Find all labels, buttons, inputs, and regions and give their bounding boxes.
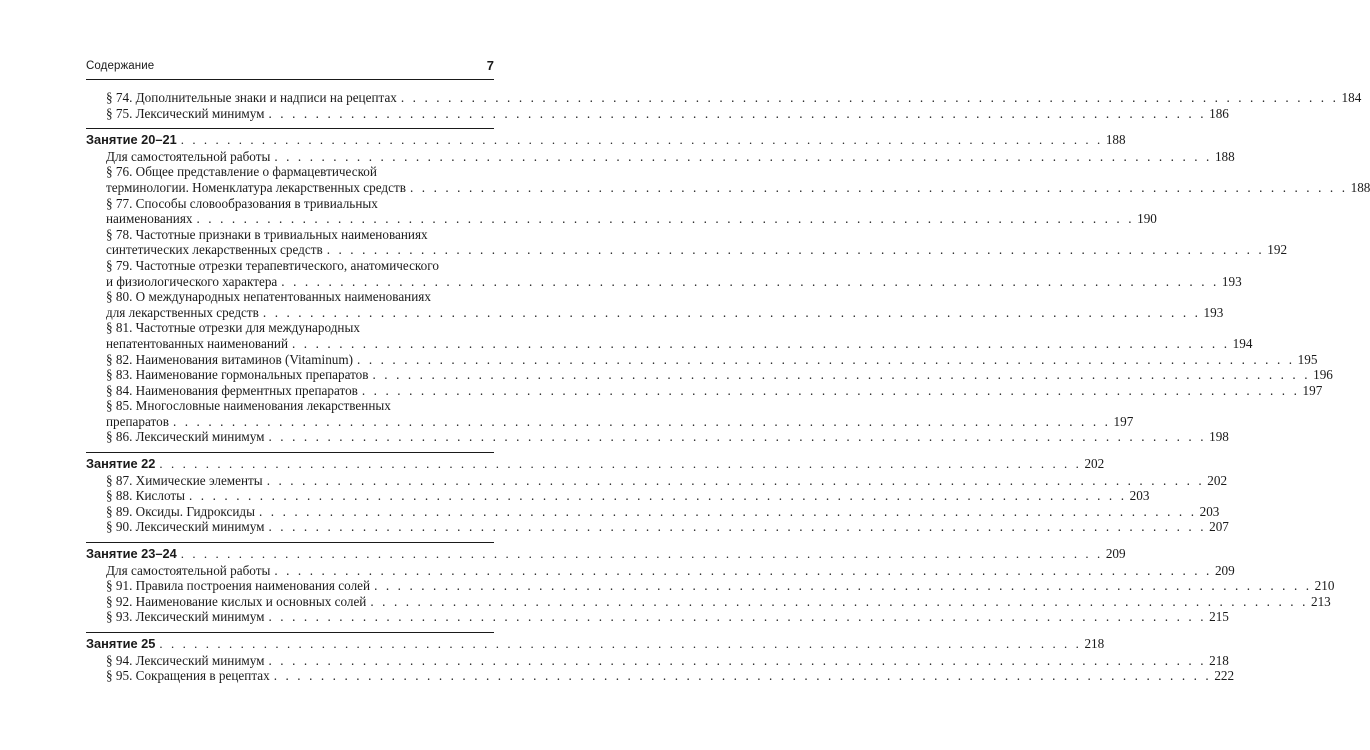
dot-leader: . . . . . . . . . . . . . . . . . . . . . . . . . . . . . . . . . . . . . . . . . . . . . . . . . . . . . . . . . . . . . . . . . . . . . . . . . . . . . . . . xyxy=(180,133,1103,148)
toc-entry-text: синтетических лекарственных средств xyxy=(106,242,323,258)
page-number: 7 xyxy=(486,58,494,73)
toc-entry[interactable] xyxy=(86,429,1229,445)
toc-entry-text: § 89. Оксиды. Гидроксиды xyxy=(106,503,255,519)
dot-leader: . . . . . . . . . . . . . . . . . . . . . . . . . . . . . . . . . . . . . . . . . . . . . . . . . . . . . . . . . . . . . . . . . . . . . . . . . . . . . . . . xyxy=(196,211,1135,227)
toc-page-number: 209 xyxy=(1214,562,1235,578)
toc-entry-text: § 79. Частотные отрезки терапевтического, анатомического xyxy=(106,257,439,273)
toc-page-number: 198 xyxy=(1209,429,1229,445)
toc-entry-text: § 91. Правила построения наименования солей xyxy=(106,578,371,594)
toc-entry-text: и физиологического характера xyxy=(106,273,278,289)
dot-leader: . . . . . . . . . . . . . . . . . . . . . . . . . . . . . . . . . . . . . . . . . . . . . . . . . . . . . . . . . . . . . . . . . . . . . . . . . . . . . . . . xyxy=(374,578,1312,594)
toc-page-number: 186 xyxy=(1209,105,1229,121)
toc-entry-text: § 80. О международных непатентованных наименованиях xyxy=(106,289,431,305)
toc-page-number: 188 xyxy=(1214,148,1235,164)
section-title: Содержание xyxy=(86,60,155,72)
dot-leader: . . . . . . . . . . . . . . . . . . . . . . . . . . . . . . . . . . . . . . . . . . . . . . . . . . . . . . . . . . . . . . . . . . . . . . . . . . . . . . . . xyxy=(258,503,1197,519)
dot-leader: . . . . . . . . . . . . . . . . . . . . . . . . . . . . . . . . . . . . . . . . . . . . . . . . . . . . . . . . . . . . . . . . . . . . . . . . . . . . . . . . xyxy=(189,488,1127,504)
toc-group xyxy=(86,632,1235,684)
toc-entry[interactable] xyxy=(86,351,1318,368)
dot-leader: . . . . . . . . . . . . . . . . . . . . . . . . . . . . . . . . . . . . . . . . . . . . . . . . . . . . . . . . . . . . . . . . . . . . . . . . . . . . . . . . xyxy=(266,472,1205,488)
toc-lesson-heading[interactable] xyxy=(86,636,1105,653)
toc-entry[interactable] xyxy=(86,609,1229,625)
toc-page-number: 202 xyxy=(1084,456,1105,472)
toc-entry-text: § 85. Многословные наименования лекарственных xyxy=(106,398,391,414)
dot-leader: . . . . . . . . . . . . . . . . . . . . . . . . . . . . . . . . . . . . . . . . . . . . . . . . . . . . . . . . . . . . . . . . . . . . . . . . . . . . . . . . xyxy=(400,90,1339,105)
toc-page-number: 188 xyxy=(1105,132,1126,148)
toc-entry-text: § 95. Сокращения в рецептах xyxy=(106,668,270,684)
toc-page-number: 213 xyxy=(1310,593,1331,609)
toc-page-number: 193 xyxy=(1203,304,1224,320)
dot-leader: . . . . . . . . . . . . . . . . . . . . . . . . . . . . . . . . . . . . . . . . . . . . . . . . . . . . . . . . . . . . . . . . . . . . . . . . . . . . . . . . xyxy=(274,562,1212,578)
toc-entry-text: § 78. Частотные признаки в тривиальных наименованиях xyxy=(106,226,428,242)
toc-entry-text: терминологии. Номенклатура лекарственных средств xyxy=(106,179,406,195)
table-of-contents xyxy=(86,90,1370,684)
toc-page-number: 209 xyxy=(1105,546,1126,562)
toc-entry[interactable] xyxy=(86,472,1228,489)
toc-entry-text: § 75. Лексический минимум xyxy=(106,105,265,121)
toc-entry[interactable] xyxy=(86,226,1288,258)
toc-entry-text: § 88. Кислоты xyxy=(106,488,186,504)
toc-entry[interactable] xyxy=(86,320,1253,351)
toc-entry-text: Занятие 25 xyxy=(86,636,156,651)
toc-entry[interactable] xyxy=(86,105,1229,122)
toc-entry-text: Для самостоятельной работы xyxy=(106,562,271,578)
toc-entry-text: § 84. Наименования ферментных препаратов xyxy=(106,382,358,398)
toc-entry[interactable] xyxy=(86,562,1235,579)
dot-leader: . . . . . . . . . . . . . . . . . . . . . . . . . . . . . . . . . . . . . . . . . . . . . . . . . . . . . . . . . . . . . . . . . . . . . . . . . . . . . . . . xyxy=(268,609,1207,625)
toc-entry-text: § 74. Дополнительные знаки и надписи на рецептах xyxy=(106,90,397,105)
toc-page-number: 188 xyxy=(1350,179,1370,195)
toc-entry[interactable] xyxy=(86,257,1242,289)
toc-page-number: 195 xyxy=(1297,351,1318,367)
dot-leader: . . . . . . . . . . . . . . . . . . . . . . . . . . . . . . . . . . . . . . . . . . . . . . . . . . . . . . . . . . . . . . . . . . . . . . . . . . . . . . . . xyxy=(357,351,1295,367)
dot-leader: . . . . . . . . . . . . . . . . . . . . . . . . . . . . . . . . . . . . . . . . . . . . . . . . . . . . . . . . . . . . . . . . . . . . . . . . . . . . . . . . xyxy=(370,593,1308,609)
running-header xyxy=(86,59,494,80)
toc-entry[interactable] xyxy=(86,90,1362,106)
toc-entry-text: § 76. Общее представление о фармацевтической xyxy=(106,164,377,180)
toc-entry-text: § 77. Способы словообразования в тривиальных xyxy=(106,195,378,211)
toc-page-number: 218 xyxy=(1084,636,1105,651)
toc-page-number: 190 xyxy=(1137,211,1157,227)
toc-entry[interactable] xyxy=(86,488,1150,504)
toc-entry-text: непатентованных наименований xyxy=(106,335,289,351)
toc-entry[interactable] xyxy=(86,668,1235,684)
dot-leader: . . . . . . . . . . . . . . . . . . . . . . . . . . . . . . . . . . . . . . . . . . . . . . . . . . . . . . . . . . . . . . . . . . . . . . . . . . . . . . . . xyxy=(326,242,1265,258)
toc-entry-text: § 81. Частотные отрезки для международных xyxy=(106,320,360,336)
toc-entry-text: § 90. Лексический минимум xyxy=(106,519,265,535)
toc-entry[interactable] xyxy=(86,652,1229,669)
dot-leader: . . . . . . . . . . . . . . . . . . . . . . . . . . . . . . . . . . . . . . . . . . . . . . . . . . . . . . . . . . . . . . . . . . . . . . . . . . . . . . . . xyxy=(268,105,1207,121)
toc-entry-text: § 92. Наименование кислых и основных солей xyxy=(106,593,367,609)
toc-entry[interactable] xyxy=(86,382,1323,399)
toc-entry[interactable] xyxy=(86,164,1370,195)
toc-entry-text: Занятие 23–24 xyxy=(86,546,177,562)
toc-entry-text: Занятие 22 xyxy=(86,456,156,472)
dot-leader: . . . . . . . . . . . . . . . . . . . . . . . . . . . . . . . . . . . . . . . . . . . . . . . . . . . . . . . . . . . . . . . . . . . . . . . . . . . . . . . . xyxy=(180,547,1103,562)
dot-leader: . . . . . . . . . . . . . . . . . . . . . . . . . . . . . . . . . . . . . . . . . . . . . . . . . . . . . . . . . . . . . . . . . . . . . . . . . . . . . . . . xyxy=(409,179,1348,195)
toc-entry-text: Занятие 20–21 xyxy=(86,132,177,148)
toc-page-number: 197 xyxy=(1113,413,1134,429)
toc-entry[interactable] xyxy=(86,398,1134,429)
toc-page-number: 207 xyxy=(1209,519,1229,535)
toc-page-number: 210 xyxy=(1314,578,1335,594)
dot-leader: . . . . . . . . . . . . . . . . . . . . . . . . . . . . . . . . . . . . . . . . . . . . . . . . . . . . . . . . . . . . . . . . . . . . . . . . . . . . . . . . xyxy=(268,429,1207,445)
dot-leader: . . . . . . . . . . . . . . . . . . . . . . . . . . . . . . . . . . . . . . . . . . . . . . . . . . . . . . . . . . . . . . . . . . . . . . . . . . . . . . . . xyxy=(273,668,1212,684)
toc-page-number: 197 xyxy=(1302,382,1323,398)
toc-entry-text: наименованиях xyxy=(106,211,193,227)
toc-page-number: 196 xyxy=(1313,367,1333,383)
toc-entry-text: § 82. Наименования витаминов (Vitaminum) xyxy=(106,351,354,367)
toc-entry[interactable] xyxy=(86,148,1235,165)
dot-leader: . . . . . . . . . . . . . . . . . . . . . . . . . . . . . . . . . . . . . . . . . . . . . . . . . . . . . . . . . . . . . . . . . . . . . . . . . . . . . . . . xyxy=(172,413,1111,429)
dot-leader: . . . . . . . . . . . . . . . . . . . . . . . . . . . . . . . . . . . . . . . . . . . . . . . . . . . . . . . . . . . . . . . . . . . . . . . . . . . . . . . . xyxy=(159,457,1082,472)
dot-leader: . . . . . . . . . . . . . . . . . . . . . . . . . . . . . . . . . . . . . . . . . . . . . . . . . . . . . . . . . . . . . . . . . . . . . . . . . . . . . . . . xyxy=(292,335,1230,351)
toc-entry[interactable] xyxy=(86,195,1157,227)
toc-entry-text: § 87. Химические элементы xyxy=(106,472,263,488)
toc-page-number: 215 xyxy=(1209,609,1229,625)
toc-page-number: 194 xyxy=(1232,335,1253,351)
toc-group xyxy=(86,128,1370,445)
toc-page-number: 203 xyxy=(1129,488,1150,504)
dot-leader: . . . . . . . . . . . . . . . . . . . . . . . . . . . . . . . . . . . . . . . . . . . . . . . . . . . . . . . . . . . . . . . . . . . . . . . . . . . . . . . . xyxy=(268,652,1207,668)
toc-group xyxy=(86,452,1229,535)
toc-entry-text: § 94. Лексический минимум xyxy=(106,652,265,668)
toc-entry[interactable] xyxy=(86,367,1333,383)
toc-entry-text: § 93. Лексический минимум xyxy=(106,609,265,625)
dot-leader: . . . . . . . . . . . . . . . . . . . . . . . . . . . . . . . . . . . . . . . . . . . . . . . . . . . . . . . . . . . . . . . . . . . . . . . . . . . . . . . . xyxy=(262,304,1201,320)
toc-page-number: 192 xyxy=(1267,242,1288,258)
toc-lesson-heading[interactable] xyxy=(86,132,1126,149)
dot-leader: . . . . . . . . . . . . . . . . . . . . . . . . . . . . . . . . . . . . . . . . . . . . . . . . . . . . . . . . . . . . . . . . . . . . . . . . . . . . . . . . xyxy=(159,637,1082,651)
toc-entry[interactable] xyxy=(86,289,1224,320)
toc-entry[interactable] xyxy=(86,503,1220,520)
toc-entry-text: Для самостоятельной работы xyxy=(106,148,271,164)
toc-group xyxy=(86,90,1362,121)
toc-page-number: 202 xyxy=(1207,472,1228,488)
toc-page-number: 184 xyxy=(1341,90,1362,105)
dot-leader: . . . . . . . . . . . . . . . . . . . . . . . . . . . . . . . . . . . . . . . . . . . . . . . . . . . . . . . . . . . . . . . . . . . . . . . . . . . . . . . . xyxy=(274,148,1212,164)
toc-entry[interactable] xyxy=(86,593,1331,610)
toc-lesson-heading[interactable] xyxy=(86,456,1105,473)
toc-entry-text: для лекарственных средств xyxy=(106,304,259,320)
dot-leader: . . . . . . . . . . . . . . . . . . . . . . . . . . . . . . . . . . . . . . . . . . . . . . . . . . . . . . . . . . . . . . . . . . . . . . . . . . . . . . . . xyxy=(361,382,1300,398)
toc-lesson-heading[interactable] xyxy=(86,546,1126,563)
toc-page-number: 222 xyxy=(1214,668,1235,684)
toc-entry-text: препаратов xyxy=(106,413,169,429)
toc-page-number: 203 xyxy=(1199,503,1220,519)
toc-entry[interactable] xyxy=(86,578,1335,594)
toc-entry-text: § 83. Наименование гормональных препаратов xyxy=(106,367,369,383)
toc-entry[interactable] xyxy=(86,519,1229,535)
toc-group xyxy=(86,542,1335,625)
dot-leader: . . . . . . . . . . . . . . . . . . . . . . . . . . . . . . . . . . . . . . . . . . . . . . . . . . . . . . . . . . . . . . . . . . . . . . . . . . . . . . . . xyxy=(372,367,1311,383)
toc-page-number: 193 xyxy=(1221,273,1242,289)
dot-leader: . . . . . . . . . . . . . . . . . . . . . . . . . . . . . . . . . . . . . . . . . . . . . . . . . . . . . . . . . . . . . . . . . . . . . . . . . . . . . . . . xyxy=(281,273,1219,289)
toc-entry-text: § 86. Лексический минимум xyxy=(106,429,265,445)
toc-page-number: 218 xyxy=(1209,652,1229,668)
dot-leader: . . . . . . . . . . . . . . . . . . . . . . . . . . . . . . . . . . . . . . . . . . . . . . . . . . . . . . . . . . . . . . . . . . . . . . . . . . . . . . . . xyxy=(268,519,1207,535)
